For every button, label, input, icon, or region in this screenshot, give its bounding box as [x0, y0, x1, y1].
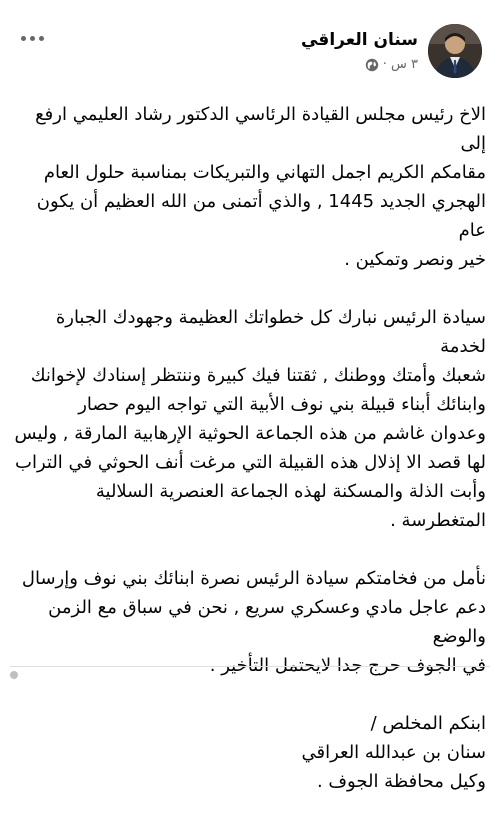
text-line: مقامكم الكريم اجمل التهاني والتبريكات بمناسبة حلول العام: [43, 162, 486, 183]
text-line: سنان بن عبدالله العراقي: [301, 742, 486, 763]
next-post-divider: [10, 666, 490, 681]
profile-photo: [428, 24, 482, 78]
paragraph-greeting: [14, 100, 486, 274]
text-line: وابنائك أبناء قبيلة بني نوف الأبية التي تواجه اليوم حصار: [78, 394, 486, 415]
text-line: وكيل محافظة الجوف .: [316, 771, 486, 792]
post-body: [14, 100, 486, 825]
paragraph-praise: [14, 303, 486, 535]
globe-icon[interactable]: [365, 58, 379, 72]
text-line: خير ونصر وتمكين .: [344, 249, 486, 270]
text-line: وأبت الذلة والمسكنة لهذه الجماعة العنصرية السلالية المتغطرسة .: [95, 481, 486, 531]
post-header: [18, 24, 482, 82]
text-line: الهجري الجديد 1445 , والذي أتمنى من الله العظيم أن يكون عام: [36, 191, 486, 241]
more-options-icon[interactable]: [18, 30, 46, 46]
text-line: شعبك وأمتك ووطنك , ثقتنا فيك كبيرة وننتظر إسنادك لإخوانك: [30, 365, 486, 386]
text-line: نأمل من فخامتكم سيادة الرئيس نصرة ابنائك بني نوف وإرسال: [21, 568, 486, 589]
author-name[interactable]: سنان العراقي: [300, 30, 418, 50]
text-line: في الجوف حرج جدا لايحتمل التأخير .: [209, 655, 486, 676]
paragraph-request: [14, 564, 486, 680]
text-line: الاخ رئيس مجلس القيادة الرئاسي الدكتور رشاد العليمي ارفع إلى: [35, 104, 486, 154]
text-line: لها قصد الا إذلال هذه القبيلة التي مرغت أنف الحوثي في التراب: [15, 452, 486, 473]
post-time[interactable]: ٣ س ·: [382, 57, 418, 72]
text-line: وعدوان غاشم من هذه الجماعة الحوثية الإرهابية المارقة , وليس: [14, 423, 486, 444]
post-meta: [365, 57, 418, 72]
text-line: سيادة الرئيس نبارك كل خطواتك العظيمة وجهودك الجبارة لخدمة: [55, 307, 486, 357]
paragraph-signature: [14, 709, 486, 796]
text-line: ابنكم المخلص /: [370, 713, 486, 734]
text-line: دعم عاجل مادي وعسكري سريع , نحن في سباق مع الزمن والوضع: [48, 597, 486, 647]
avatar[interactable]: [428, 24, 482, 78]
